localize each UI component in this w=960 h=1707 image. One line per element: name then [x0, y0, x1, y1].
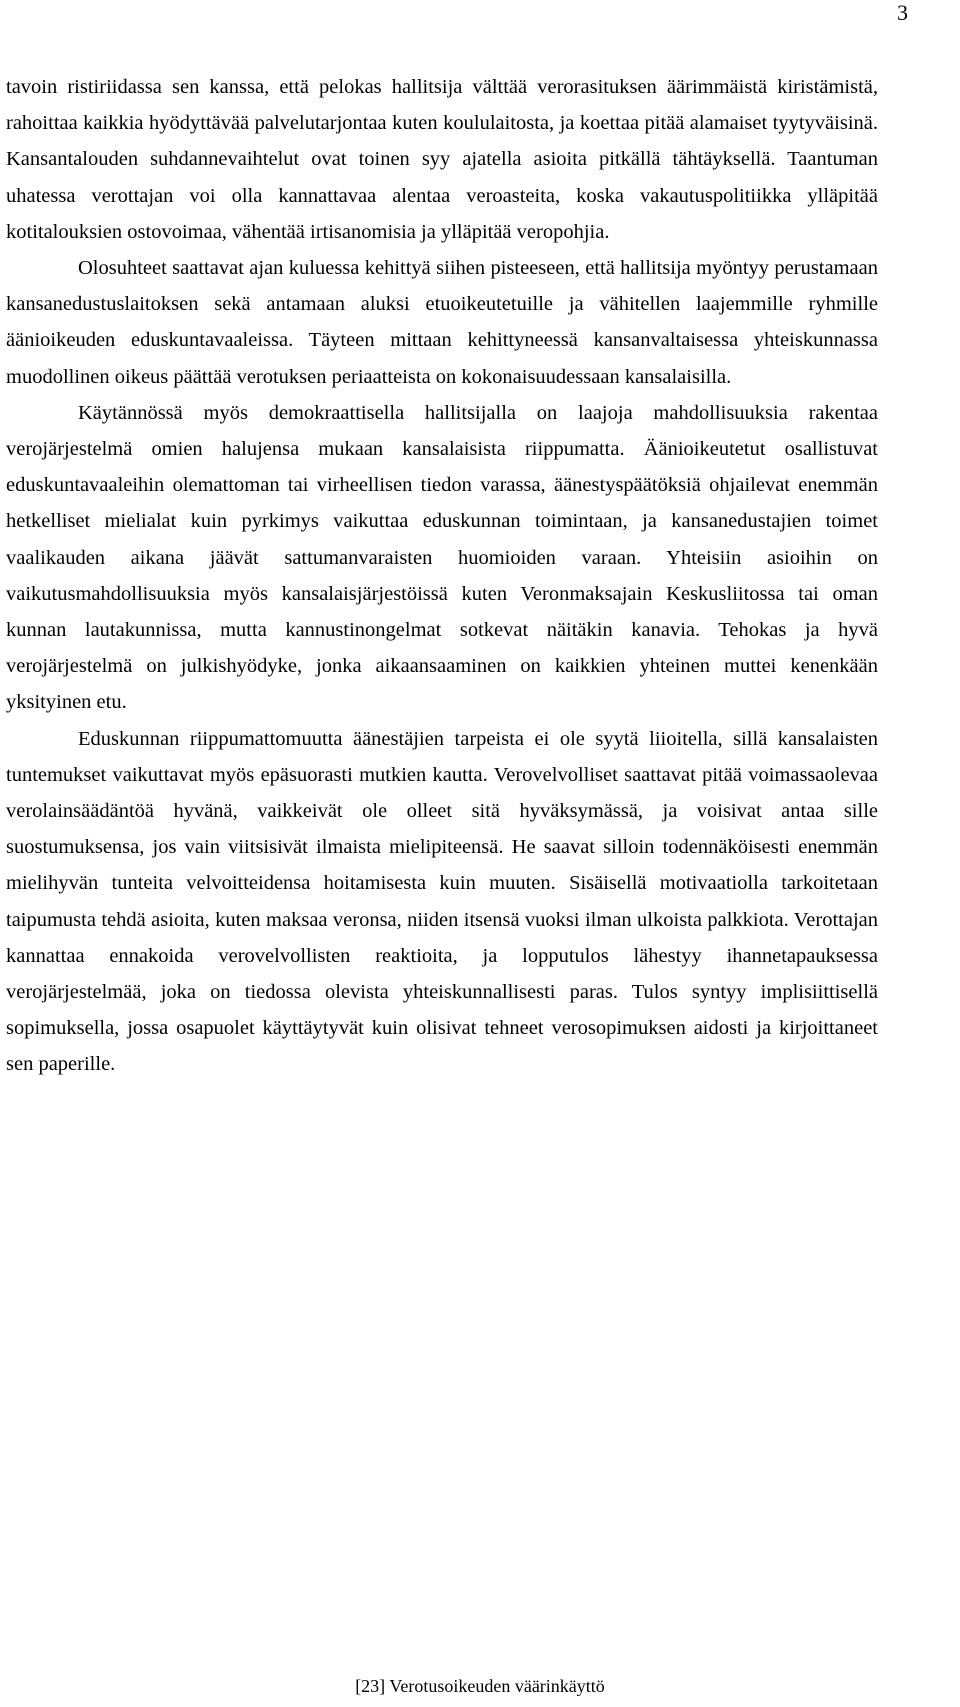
paragraph-4: Eduskunnan riippumattomuutta äänestäjien tarpeista ei ole syytä liioitella, sillä kansalaisten tuntemukset vaikuttavat myös epäsuorasti mutkien kautta. Verovelvolliset saattavat pitää voimassaolevaa verolainsäädäntöä hyvänä, vaikkeivät ole olleet sitä hyväksymässä, ja voisivat antaa sille suostumuksensa, jos vain viitsisivät ilmaista mielipiteensä. He saavat silloin todennäköisesti enemmän mielihyvän tunteita velvoitteidensa hoitamisesta kuin muuten. Sisäisellä motivaatiolla tarkoitetaan taipumusta tehdä asioita, kuten maksaa veronsa, niiden itsensä vuoksi ilman ulkoista palkkiota. Verottajan kannattaa ennakoida verovelvollisten reaktioita, ja lopputulos lähestyy ihannetapauksessa verojärjestelmää, joka on tiedossa olevista yhteiskunnallisesti paras. Tulos syntyy implisiittisellä sopimuksella, jossa osapuolet käyttäytyvät kuin olisivat tehneet verosopimuksen aidosti ja kirjoittaneet sen paperille. — [6, 727, 878, 1076]
page-number: 3 — [897, 0, 908, 25]
document-body — [6, 69, 878, 1083]
paragraph-1: tavoin ristiriidassa sen kanssa, että pelokas hallitsija välttää verorasituksen äärimmäistä kiristämistä, rahoittaa kaikkia hyödyttävää palvelutarjontaa kuten koululaitosta, ja koettaa pitää alamaiset tyytyväisinä. Kansantalouden suhdannevaihtelut ovat toinen syy ajatella asioita pitkällä tähtäyksellä. Taantuman uhatessa verottajan voi olla kannattavaa alentaa veroasteita, koska vakautuspolitiikka ylläpitää kotitalouksien ostovoimaa, vähentää irtisanomisia ja ylläpitää veropohjia. — [6, 76, 878, 243]
paragraph-3: Käytännössä myös demokraattisella hallitsijalla on laajoja mahdollisuuksia rakentaa verojärjestelmä omien halujensa mukaan kansalaisista riippumatta. Äänioikeutetut osallistuvat eduskuntavaaleihin olemattoman tai virheellisen tiedon varassa, äänestyspäätöksiä ohjailevat enemmän hetkelliset mielialat kuin pyrkimys vaikuttaa eduskunnan toimintaan, ja kansanedustajien toimet vaalikauden aikana jäävät sattumanvaraisten huomioiden varaan. Yhteisiin asioihin on vaikutusmahdollisuuksia myös kansalaisjärjestöissä kuten Veronmaksajain Keskusliitossa tai oman kunnan lautakunnissa, mutta kannustinongelmat sotkevat näitäkin kanavia. Tehokas ja hyvä verojärjestelmä on julkishyödyke, jonka aikaansaaminen on kaikkien yhteinen muttei kenenkään yksityinen etu. — [6, 401, 878, 714]
paragraph-2: Olosuhteet saattavat ajan kuluessa kehittyä siihen pisteeseen, että hallitsija myöntyy perustamaan kansanedustuslaitoksen sekä antamaan aluksi etuoikeutetuille ja vähitellen laajemmille ryhmille äänioikeuden eduskuntavaaleissa. Täyteen mittaan kehittyneessä kansanvaltaisessa yhteiskunnassa muodollinen oikeus päättää verotuksen periaatteista on kokonaisuudessaan kansalaisilla. — [6, 257, 878, 388]
page-footer: [23] Verotusoikeuden väärinkäyttö — [355, 1676, 605, 1696]
